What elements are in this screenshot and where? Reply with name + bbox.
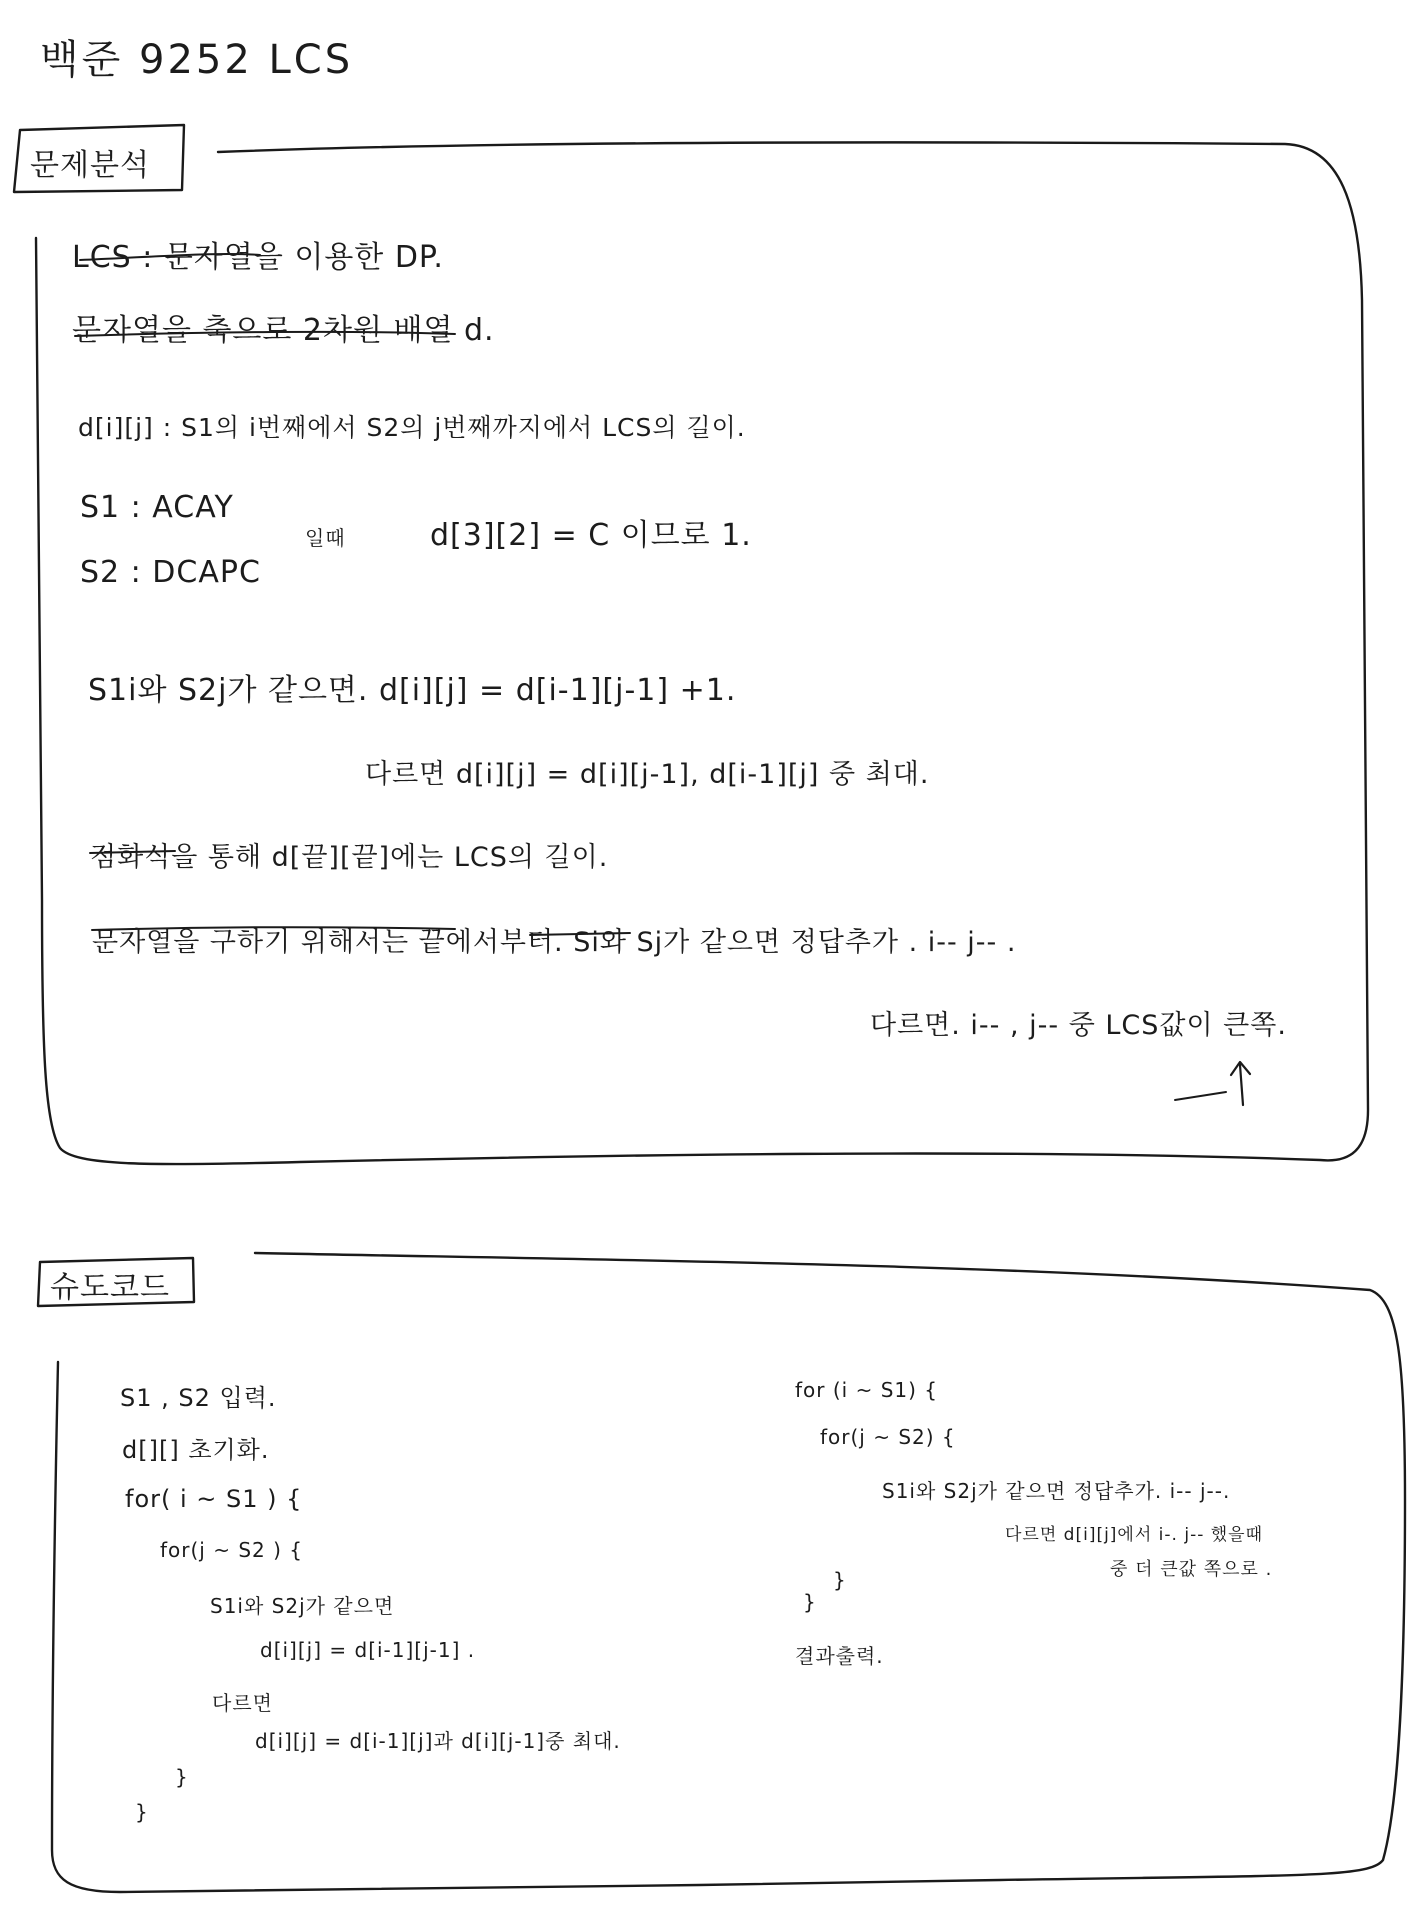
pseudocode-left-line: d[i][j] = d[i-1][j]과 d[i][j-1]중 최대. <box>255 1729 621 1753</box>
analysis-line: 다르면 d[i][j] = d[i][j-1], d[i-1][j] 중 최대. <box>365 759 930 790</box>
pseudocode-left-line: d[i][j] = d[i-1][j-1] . <box>260 1638 476 1662</box>
pseudocode-left-line: for(j ~ S2 ) { <box>160 1538 303 1562</box>
pseudocode-right-line: 중 더 큰값 쪽으로 . <box>1110 1559 1273 1580</box>
analysis-section-label: 문제분석 <box>30 148 150 183</box>
pseudocode-left-line: } <box>135 1800 149 1824</box>
analysis-line: 문자열을 축으로 2차원 배열 d. <box>72 313 495 348</box>
page-title: 백준 9252 LCS <box>40 37 354 83</box>
analysis-line: d[3][2] = C 이므로 1. <box>430 518 752 553</box>
pseudocode-left-line: d[][] 초기화. <box>122 1436 270 1464</box>
analysis-line: S1 : ACAY <box>80 490 234 525</box>
analysis-line: 일때 <box>305 526 346 550</box>
pseudocode-right-line: } <box>833 1568 847 1592</box>
pseudocode-left-line: for( i ~ S1 ) { <box>125 1485 303 1513</box>
pseudocode-right-line: } <box>803 1590 817 1614</box>
pseudocode-section-label: 슈도코드 <box>50 1270 170 1305</box>
pseudocode-right-line: for(j ~ S2) { <box>820 1425 956 1449</box>
pseudocode-right-line: 결과출력. <box>795 1644 884 1668</box>
analysis-line: S1i와 S2j가 같으면. d[i][j] = d[i-1][j-1] +1. <box>88 673 737 708</box>
pseudocode-right-line: S1i와 S2j가 같으면 정답추가. i-- j--. <box>882 1479 1231 1503</box>
pseudocode-left-line: S1 , S2 입력. <box>120 1384 277 1412</box>
analysis-line: LCS : 문자열을 이용한 DP. <box>72 240 444 275</box>
pseudocode-left-line: 다르면 <box>212 1691 273 1715</box>
analysis-line: S2 : DCAPC <box>80 555 261 590</box>
pseudocode-right-line: for (i ~ S1) { <box>795 1378 938 1402</box>
pseudocode-left-line: } <box>175 1765 189 1789</box>
pseudocode-left-line: S1i와 S2j가 같으면 <box>210 1594 395 1618</box>
analysis-line: 점화식을 통해 d[끝][끝]에는 LCS의 길이. <box>90 842 609 873</box>
analysis-arrow-glyph <box>1232 1040 1250 1064</box>
analysis-line: 문자열을 구하기 위해서는 끝에서부터. Si와 Sj가 같으면 정답추가 . i-- j-- . <box>92 927 1017 958</box>
analysis-line: d[i][j] : S1의 i번째에서 S2의 j번째까지에서 LCS의 길이. <box>78 413 746 442</box>
analysis-line: 다르면. i-- , j-- 중 LCS값이 큰쪽. <box>870 1010 1287 1041</box>
pseudocode-right-line: 다르면 d[i][j]에서 i-. j-- 했을때 <box>1005 1525 1264 1545</box>
